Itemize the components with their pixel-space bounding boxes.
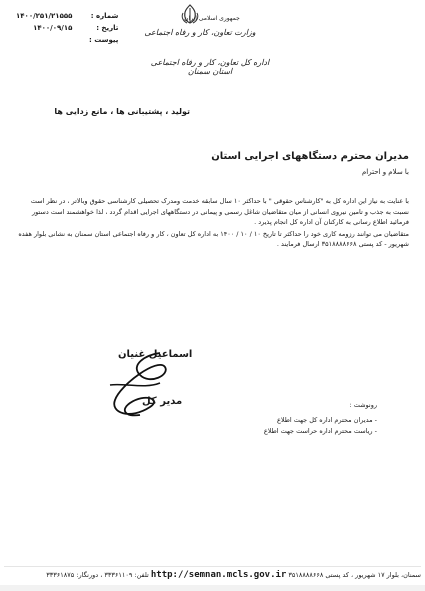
cc-heading: رونوشت : — [349, 401, 377, 409]
letter-address: مدیران محترم دستگاههای اجرایی استان — [211, 151, 409, 162]
ministry-title: وزارت تعاون، کار و رفاه اجتماعی — [144, 28, 256, 37]
bottom-strip — [0, 585, 425, 591]
attachment-row — [16, 34, 118, 46]
date-value: ۱۴۰۰/۰۹/۱۵ — [33, 24, 73, 32]
attachment-label: پیوست : — [88, 36, 119, 44]
carbon-copy — [147, 400, 377, 437]
letter-greeting: با سلام و احترام — [361, 168, 409, 176]
footer-url[interactable]: http://semnan.mcls.gov.ir — [150, 570, 287, 580]
date-row — [16, 22, 118, 34]
footer-phone: تلفن: ۳۳۳۶۱۱۰۹ ، دورنگار: ۳۳۳۶۱۸۷۵ — [46, 571, 149, 579]
footer-divider — [4, 566, 421, 567]
body-paragraph-2: متقاضیان می توانند رزومه کاری خود را حداکثر تا تاریخ ۱۰ / ۱۰ / ۱۴۰۰ به اداره کل تعاون ، کار و رفاه اجتماعی استان سمنان به نشانی بلوار هفده شهریور - کد پستی ۳۵۱۸۸۸۸۶۶۸ ارسال فرمایند . — [18, 229, 409, 248]
body-paragraph-1: با عنایت به نیاز این اداره کل به "کارشناس حقوقی " با حداکثر ۱۰ سال سابقه خدمت ومدرک تحصیلی کارشناسی حقوق وبالاتر ، در نظر است نسبت به جذب و تامین نیروی انسانی از میان متقاضیان شاغل رسمی و پیمانی در دستگاههای اجرایی اقدام گردد ، لذا خواهشمند است دستور فرمائید اطلاع رسانی به کارکنان آن اداره کل انجام پذیرد . — [30, 197, 409, 226]
letter-footer — [4, 570, 421, 580]
signatory-name: اسماعیل غنیان — [118, 349, 193, 360]
number-value: ۱۴۰۰/۲۵۱/۲۱۵۵۵ — [16, 12, 73, 20]
letter-body — [17, 196, 409, 251]
republic-title: جمهوری اسلامی ایران — [184, 15, 240, 22]
number-row — [16, 10, 118, 22]
department-title: اداره کل تعاون، کار و رفاه اجتماعی استان سمنان — [150, 58, 270, 76]
date-label: تاریخ : — [96, 24, 119, 32]
letter-meta — [16, 10, 118, 46]
signatory-title: مدیر کل — [142, 396, 183, 407]
cc-item: - مدیران محترم اداره کل جهت اطلاع — [276, 416, 377, 424]
cc-item: - ریاست محترم اداره حراست جهت اطلاع — [263, 427, 377, 435]
letter-subject: تولید ، پشتیبانی ها ، مانع زدایی ها — [54, 107, 190, 116]
footer-address: سمنان، بلوار ۱۷ شهریور ، کد پستی ۳۵۱۸۸۸۸۶۶۸ — [288, 571, 421, 579]
number-label: شماره : — [90, 12, 119, 20]
